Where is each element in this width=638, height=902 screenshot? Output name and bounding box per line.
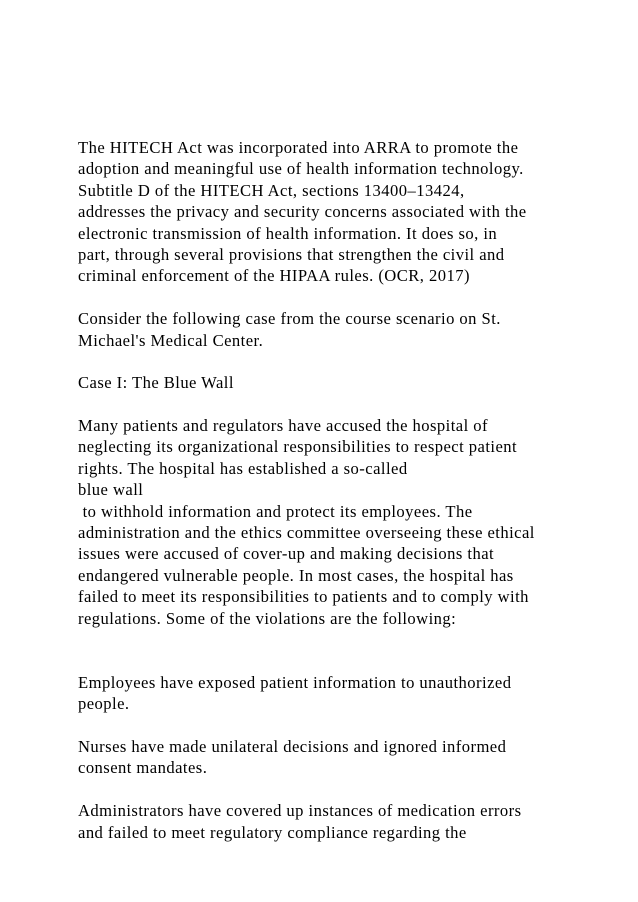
paragraph-consider-case — [78, 308, 623, 351]
text-line: Nurses have made unilateral decisions and ignored informed — [78, 736, 507, 756]
violation-item-exposed-information — [78, 672, 623, 715]
text-line: part, through several provisions that strengthen the civil and — [78, 244, 505, 264]
text-line: administration and the ethics committee overseeing these ethical — [78, 523, 535, 543]
paragraph-spacer — [78, 287, 623, 308]
text-line: Administrators have covered up instances of medication errors — [78, 801, 522, 821]
text-line: addresses the privacy and security concerns associated with the — [78, 202, 527, 222]
paragraph-spacer — [78, 779, 623, 800]
violation-item-informed-consent — [78, 736, 623, 779]
text-line: and failed to meet regulatory compliance regarding the — [78, 822, 467, 842]
text-line: Consider the following case from the course scenario on St. — [78, 309, 501, 329]
text-line: to withhold information and protect its employees. The — [78, 501, 473, 521]
text-line: Michael's Medical Center. — [78, 330, 264, 350]
text-line: criminal enforcement of the HIPAA rules. (OCR, 2017) — [78, 266, 470, 286]
text-line: people. — [78, 694, 130, 714]
text-line-blue-wall: blue wall — [78, 480, 144, 500]
text-line: failed to meet its responsibilities to patients and to comply with — [78, 587, 529, 607]
paragraph-spacer — [78, 394, 623, 415]
text-line: electronic transmission of health information. It does so, in — [78, 223, 498, 243]
violation-item-medication-errors — [78, 800, 623, 843]
text-line: The HITECH Act was incorporated into ARRA to promote the — [78, 138, 519, 157]
text-line: Subtitle D of the HITECH Act, sections 13400–13424, — [78, 180, 465, 200]
case-heading: Case I: The Blue Wall — [78, 373, 234, 393]
text-line: neglecting its organizational responsibilities to respect patient — [78, 437, 518, 457]
document-body — [78, 137, 623, 843]
paragraph-spacer — [78, 351, 623, 372]
text-line: endangered vulnerable people. In most cases, the hospital has — [78, 565, 514, 585]
paragraph-spacer — [78, 629, 623, 672]
paragraph-spacer — [78, 715, 623, 736]
text-line: regulations. Some of the violations are the following: — [78, 608, 457, 628]
text-line: Many patients and regulators have accused the hospital of — [78, 416, 488, 436]
text-line: issues were accused of cover-up and making decisions that — [78, 544, 495, 564]
text-line: consent mandates. — [78, 758, 208, 778]
text-line: Employees have exposed patient information to unauthorized — [78, 672, 512, 692]
paragraph-hitech-act — [78, 137, 623, 287]
paragraph-case-description — [78, 415, 623, 629]
text-line: rights. The hospital has established a so-called — [78, 458, 408, 478]
text-line: adoption and meaningful use of health information technology. — [78, 159, 524, 179]
